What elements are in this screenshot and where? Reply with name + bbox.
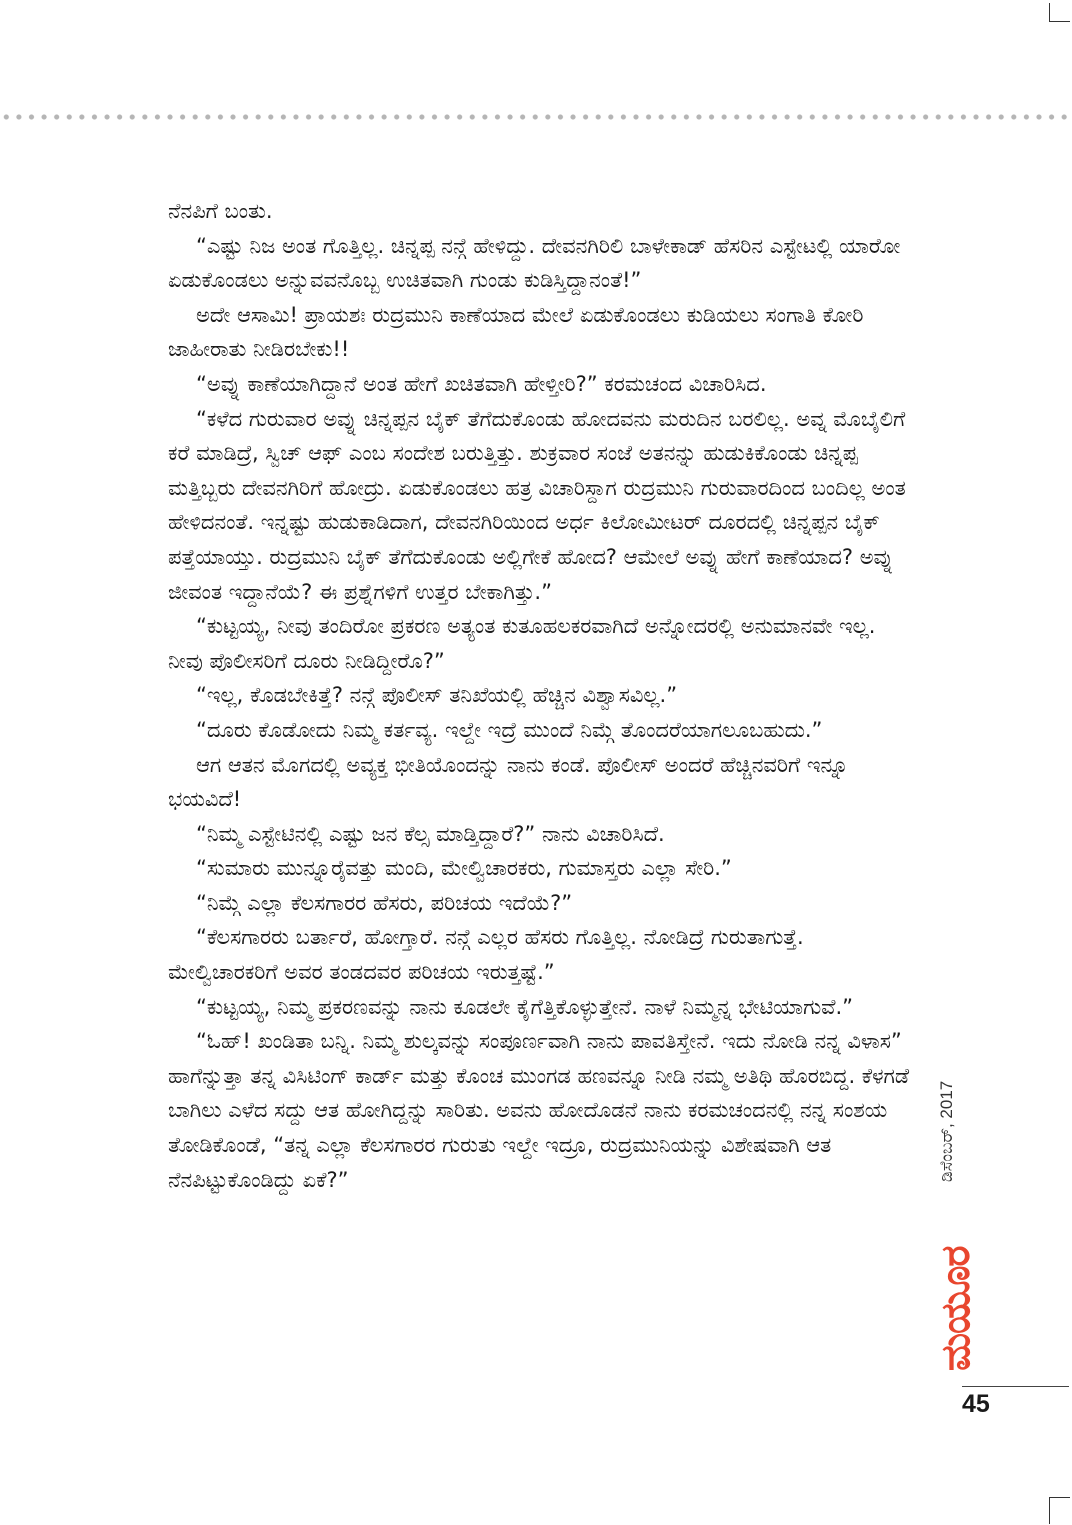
paragraph: “ಸುಮಾರು ಮುನ್ನೂರೈವತ್ತು ಮಂದಿ, ಮೇಲ್ವಿಚಾರಕರು, ಗುಮಾಸ್ತರು ಎಲ್ಲಾ ಸೇರಿ.” [196, 856, 732, 881]
crop-mark-top [1049, 3, 1070, 22]
issue-date: ಡಿಸೆಂಬರ್, 2017 [937, 1080, 956, 1182]
paragraph: “ಕಳೆದ ಗುರುವಾರ ಅವ್ನು ಚಿನ್ನಪ್ಪನ ಬೈಕ್ ತೆಗೆದುಕೊಂಡು ಹೋದವನು ಮರುದಿನ ಬರಲಿಲ್ಲ. ಅವ್ನ ಮೊಬೈಲಿಗೆ ಕರೆ ಮಾಡಿದ್ರೆ, ಸ್ವಿಚ್ ಆಫ್ ಎಂಬ ಸಂದೇಶ ಬರುತ್ತಿತ್ತು. ಶುಕ್ರವಾರ ಸಂಜೆ ಅತನನ್ನು ಹುಡುಕಿಕೊಂಡು ಚಿನ್ನಪ್ಪ ಮತ್ತಿಬ್ಬರು ದೇವನಗಿರಿಗೆ ಹೋದ್ರು. ಏಡುಕೊಂಡಲು ಹತ್ರ ವಿಚಾರಿಸ್ದಾಗ ರುದ್ರಮುನಿ ಗುರುವಾರದಿಂದ ಬಂದಿಲ್ಲ ಅಂತ ಹೇಳಿದನಂತೆ. ಇನ್ನಷ್ಟು ಹುಡುಕಾಡಿದಾಗ, ದೇವನಗಿರಿಯಿಂದ ಅರ್ಧ ಕಿಲೋಮೀಟರ್ ದೂರದಲ್ಲಿ ಚಿನ್ನಪ್ಪನ ಬೈಕ್ ಪತ್ತೆಯಾಯ್ತು. ರುದ್ರಮುನಿ ಬೈಕ್ ತೆಗೆದುಕೊಂಡು ಅಲ್ಲಿಗೇಕೆ ಹೋದ? ಆಮೇಲೆ ಅವ್ನು ಹೇಗೆ ಕಾಣೆಯಾದ? ಅವ್ನು ಜೀವಂತ ಇದ್ದಾನೆಯೆ? ಈ ಪ್ರಶ್ನೆಗಳಿಗೆ ಉತ್ತರ ಬೇಕಾಗಿತ್ತು.” [168, 406, 906, 604]
paragraph: “ದೂರು ಕೊಡೋದು ನಿಮ್ಮ ಕರ್ತವ್ಯ. ಇಲ್ದೇ ಇದ್ರೆ ಮುಂದೆ ನಿಮ್ಗೆ ತೊಂದರೆಯಾಗಲೂಬಹುದು.” [196, 717, 823, 742]
paragraph: ನೆನಪಿಗೆ ಬಂತು. [168, 199, 273, 223]
paragraph: “ಎಷ್ಟು ನಿಜ ಅಂತ ಗೊತ್ತಿಲ್ಲ. ಚಿನ್ನಪ್ಪ ನನ್ಗೆ ಹೇಳಿದ್ದು. ದೇವನಗಿರಿಲಿ ಬಾಳೇಕಾಡ್ ಹೆಸರಿನ ಎಸ್ಟೇಟಲ್ಲಿ ಯಾರೋ ಏಡುಕೊಂಡಲು ಅನ್ನುವವನೊಬ್ಬ ಉಚಿತವಾಗಿ ಗುಂಡು ಕುಡಿಸ್ತಿದ್ದಾನಂತೆ!” [168, 233, 901, 293]
footer-rule [962, 1386, 1069, 1387]
magazine-logo: ಮಯೂರ [933, 1246, 979, 1371]
page-number: 45 [962, 1390, 990, 1418]
crop-mark-bottom [1049, 1497, 1070, 1524]
paragraph: ಆಗ ಆತನ ಮೊಗದಲ್ಲಿ ಅವ್ಯಕ್ತ ಭೀತಿಯೊಂದನ್ನು ನಾನು ಕಂಡೆ. ಪೊಲೀಸ್ ಅಂದರೆ ಹೆಚ್ಚಿನವರಿಗೆ ಇನ್ನೂ ಭಯವಿದೆ! [168, 752, 849, 812]
paragraph: “ಇಲ್ಲ, ಕೊಡಬೇಕಿತ್ತೆ? ನನ್ಗೆ ಪೊಲೀಸ್ ತನಿಖೆಯಲ್ಲಿ ಹೆಚ್ಚಿನ ವಿಶ್ವಾಸವಿಲ್ಲ.” [196, 683, 678, 708]
paragraph: “ಕುಟ್ಟಯ್ಯ, ನೀವು ತಂದಿರೋ ಪ್ರಕರಣ ಅತ್ಯಂತ ಕುತೂಹಲಕರವಾಗಿದೆ ಅನ್ನೋದರಲ್ಲಿ ಅನುಮಾನವೇ ಇಲ್ಲ. ನೀವು ಪೊಲೀಸರಿಗೆ ದೂರು ನೀಡಿದ್ದೀರೊ?” [168, 614, 876, 673]
paragraph: “ಕೆಲಸಗಾರರು ಬರ್ತಾರೆ, ಹೋಗ್ತಾರೆ. ನನ್ಗೆ ಎಲ್ಲರ ಹೆಸರು ಗೊತ್ತಿಲ್ಲ. ನೋಡಿದ್ರೆ ಗುರುತಾಗುತ್ತೆ. ಮೇಲ್ವಿಚಾರಕರಿಗೆ ಅವರ ತಂಡದವರ ಪರಿಚಯ ಇರುತ್ತಷ್ಟೆ.” [168, 925, 804, 985]
paragraph: “ಅವ್ನು ಕಾಣೆಯಾಗಿದ್ದಾನೆ ಅಂತ ಹೇಗೆ ಖಚಿತವಾಗಿ ಹೇಳ್ತೀರಿ?” ಕರಮಚಂದ ವಿಚಾರಿಸಿದ. [196, 371, 767, 396]
paragraph: “ಕುಟ್ಟಯ್ಯ, ನಿಮ್ಮ ಪ್ರಕರಣವನ್ನು ನಾನು ಕೂಡಲೇ ಕೈಗೆತ್ತಿಕೊಳ್ಳುತ್ತೇನೆ. ನಾಳೆ ನಿಮ್ಮನ್ನ ಭೇಟಿಯಾಗುವೆ.” [196, 994, 853, 1019]
page-footer-side [933, 1080, 1047, 1380]
dotted-divider [0, 113, 1072, 121]
paragraph: “ಓಹ್! ಖಂಡಿತಾ ಬನ್ನಿ. ನಿಮ್ಮ ಶುಲ್ಕವನ್ನು ಸಂಪೂರ್ಣವಾಗಿ ನಾನು ಪಾವತಿಸ್ತೇನೆ. ಇದು ನೋಡಿ ನನ್ನ ವಿಳಾಸ” ಹಾಗೆನ್ನುತ್ತಾ ತನ್ನ ವಿಸಿಟಿಂಗ್ ಕಾರ್ಡ್ ಮತ್ತು ಕೊಂಚ ಮುಂಗಡ ಹಣವನ್ನೂ ನೀಡಿ ನಮ್ಮ ಅತಿಥಿ ಹೊರಬಿದ್ದ. ಕೆಳಗಡೆ ಬಾಗಿಲು ಎಳೆದ ಸದ್ದು ಆತ ಹೋಗಿದ್ದನ್ನು ಸಾರಿತು. ಅವನು ಹೋದೊಡನೆ ನಾನು ಕರಮಚಂದನಲ್ಲಿ ನನ್ನ ಸಂಶಯ ತೋಡಿಕೊಂಡೆ, “ತನ್ನ ಎಲ್ಲಾ ಕೆಲಸಗಾರರ ಗುರುತು ಇಲ್ದೇ ಇದ್ರೂ, ರುದ್ರಮುನಿಯನ್ನು ವಿಶೇಷವಾಗಿ ಆತ ನೆನಪಿಟ್ಟುಕೊಂಡಿದ್ದು ಏಕೆ?” [168, 1029, 910, 1192]
story-body [168, 194, 912, 1197]
paragraph: “ನಿಮ್ಮ ಎಸ್ಟೇಟಿನಲ್ಲಿ ಎಷ್ಟು ಜನ ಕೆಲ್ಸ ಮಾಡ್ತಿದ್ದಾರೆ?” ನಾನು ವಿಚಾರಿಸಿದೆ. [196, 821, 665, 846]
paragraph: ಅದೇ ಆಸಾಮಿ! ಪ್ರಾಯಶಃ ರುದ್ರಮುನಿ ಕಾಣೆಯಾದ ಮೇಲೆ ಏಡುಕೊಂಡಲು ಕುಡಿಯಲು ಸಂಗಾತಿ ಕೋರಿ ಜಾಹೀರಾತು ನೀಡಿರಬೇಕು!! [168, 302, 864, 362]
paragraph: “ನಿಮ್ಗೆ ಎಲ್ಲಾ ಕೆಲಸಗಾರರ ಹೆಸರು, ಪರಿಚಯ ಇದೆಯೆ?” [196, 890, 573, 915]
